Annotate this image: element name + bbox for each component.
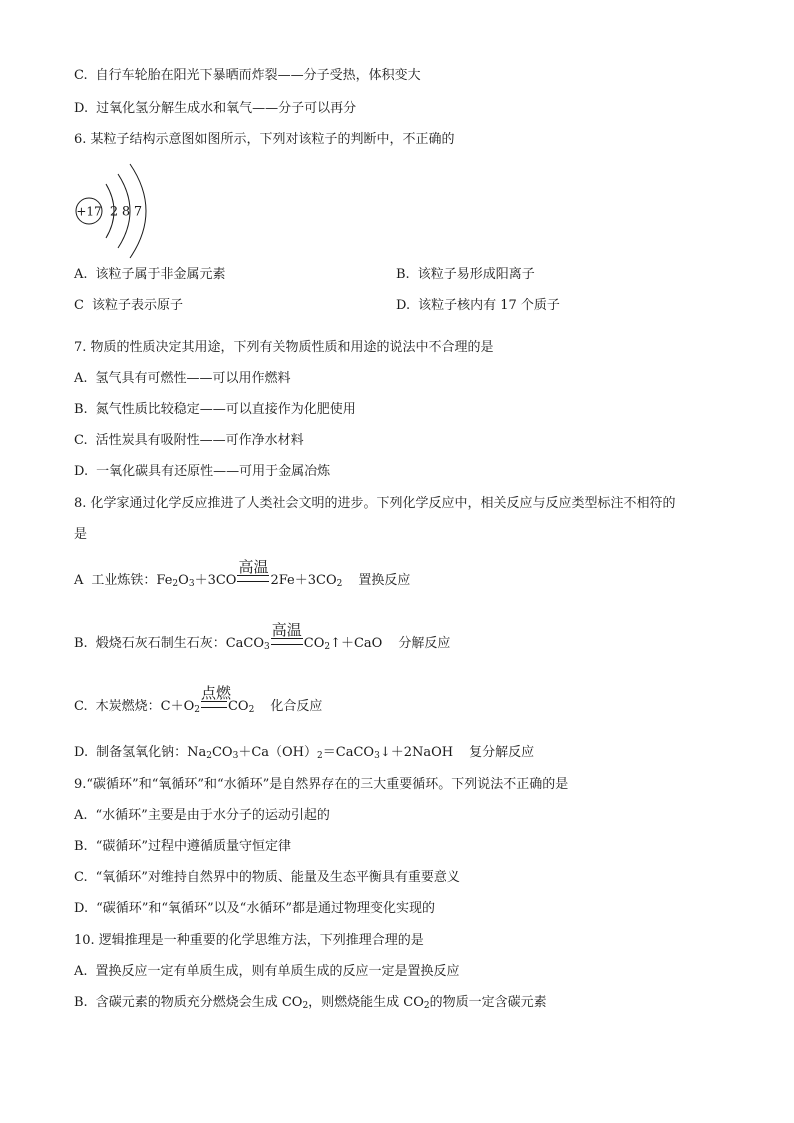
option-text: 该粒子属于非金属元素 — [95, 267, 226, 282]
reaction-condition: 高温 — [271, 635, 303, 653]
q9-option-a — [74, 807, 330, 825]
option-text: 该粒子核内有 17 个质子 — [418, 298, 560, 313]
reaction-type: 化合反应 — [270, 699, 323, 714]
q5-option-d — [74, 100, 356, 118]
reaction-prefix: 制备氢氧化钠： — [96, 745, 188, 760]
option-label: A. — [74, 371, 88, 386]
q8-option-a — [74, 558, 411, 590]
q6-stem: 6. 某粒子结构示意图如图所示，下列对该粒子的判断中，不正确的 — [74, 132, 455, 147]
q6-option-a — [74, 266, 226, 284]
q9-option-b — [74, 838, 291, 856]
option-label: C. — [74, 699, 88, 714]
option-text: 该粒子表示原子 — [91, 298, 183, 313]
q10-option-b: B. 含碳元素的物质充分燃烧会生成 $CO_2$，则燃烧能生成 $CO_2$的物质一定含碳元素 — [74, 995, 547, 1011]
option-label: B. — [74, 402, 88, 417]
reaction-condition: 点燃 — [201, 698, 227, 716]
q10-option-a — [74, 963, 460, 981]
q7-option-b — [74, 401, 356, 419]
q6-option-b — [396, 266, 535, 284]
option-label: D. — [74, 901, 89, 916]
option-label: B. — [74, 995, 88, 1010]
q6-option-d — [396, 297, 560, 315]
q7-option-d — [74, 463, 330, 481]
option-label: A — [74, 573, 84, 588]
option-label: C. — [74, 433, 88, 448]
reaction-prefix: 木炭燃烧： — [95, 699, 161, 714]
option-text: 一氧化碳具有还原性——可用于金属冶炼 — [96, 464, 331, 479]
q9-stem: 9.“碳循环”和“氧循环”和“水循环”是自然界存在的三大重要循环。下列说法不正确的是 — [74, 777, 569, 792]
reaction-type: 分解反应 — [398, 636, 451, 651]
reaction-prefix: 煅烧石灰石制生石灰： — [95, 636, 226, 651]
q9-option-c — [74, 869, 460, 887]
shell-3-electrons: 7 — [133, 204, 143, 220]
atom-structure-diagram — [74, 160, 164, 260]
option-label: C. — [74, 68, 88, 83]
option-text-part-2: ，则燃烧能生成 CO — [308, 995, 424, 1010]
option-text: “碳循环”过程中遵循质量守恒定律 — [95, 839, 291, 854]
option-text-part-3: 的物质一定含碳元素 — [429, 995, 547, 1010]
option-text: “碳循环”和“氧循环”以及“水循环”都是通过物理变化实现的 — [96, 901, 435, 916]
option-label: C — [74, 298, 84, 313]
shell-2-electrons: 8 — [121, 204, 131, 220]
option-label: D. — [74, 745, 89, 760]
shell-1-electrons: 2 — [109, 204, 119, 220]
reaction-type: 复分解反应 — [469, 745, 535, 760]
option-text: 活性炭具有吸附性——可作净水材料 — [95, 433, 304, 448]
reaction-equation: $Fe_2O_3+3CO$ 高温 $2Fe+3CO_2$ — [156, 558, 343, 589]
q8-stem-line-2: 是 — [74, 527, 88, 542]
option-text: “水循环”主要是由于水分子的运动引起的 — [95, 808, 330, 823]
reaction-equation: $C+O_2$ 点燃 $CO_2$ — [160, 684, 255, 715]
reaction-type: 置换反应 — [358, 573, 411, 588]
q6-option-c — [74, 297, 183, 315]
option-label: B. — [396, 267, 410, 282]
option-text: 氮气性质比较稳定——可以直接作为化肥使用 — [95, 402, 356, 417]
option-label: D. — [74, 101, 89, 116]
q7-stem: 7. 物质的性质决定其用途，下列有关物质性质和用途的说法中不合理的是 — [74, 340, 494, 355]
option-label: A. — [74, 964, 88, 979]
q8-option-c — [74, 684, 323, 716]
option-text-part-1: 含碳元素的物质充分燃烧会生成 CO — [95, 995, 303, 1010]
option-label: D. — [74, 464, 89, 479]
q10-stem: 10. 逻辑推理是一种重要的化学思维方法，下列推理合理的是 — [74, 933, 424, 948]
option-text: 自行车轮胎在阳光下暴晒而炸裂——分子受热，体积变大 — [95, 68, 421, 83]
option-text: 置换反应一定有单质生成，则有单质生成的反应一定是置换反应 — [95, 964, 460, 979]
q7-option-a — [74, 370, 291, 388]
q8-option-d — [74, 744, 534, 762]
option-text: “氧循环”对维持自然界中的物质、能量及生态平衡具有重要意义 — [95, 870, 460, 885]
option-text: 过氧化氢分解生成水和氧气——分子可以再分 — [96, 101, 357, 116]
option-label: A. — [74, 267, 88, 282]
q8-stem-line-1: 8. 化学家通过化学反应推进了人类社会文明的进步。下列化学反应中，相关反应与反应类型标注不相符的 — [74, 496, 676, 511]
option-label: A. — [74, 808, 88, 823]
reaction-equation: $Na_2CO_3+Ca(OH)_2=CaCO_3↓+2NaOH$ — [187, 745, 454, 761]
q9-option-d — [74, 900, 435, 918]
reaction-equation: CaCO$_3$ 高温 $CO_2↑+CaO$ — [225, 621, 383, 652]
nucleus-charge: +17 — [76, 204, 102, 219]
reaction-condition: 高温 — [237, 572, 269, 590]
atom-structure-svg — [74, 160, 164, 260]
option-label: B. — [74, 636, 88, 651]
option-text: 氢气具有可燃性——可以用作燃料 — [95, 371, 291, 386]
q7-option-c — [74, 432, 304, 450]
q5-option-c — [74, 67, 421, 85]
option-label: B. — [74, 839, 88, 854]
option-label: C. — [74, 870, 88, 885]
option-text: 该粒子易形成阳离子 — [417, 267, 535, 282]
reaction-prefix: 工业炼铁： — [91, 573, 157, 588]
q8-option-b — [74, 621, 451, 653]
option-label: D. — [396, 298, 411, 313]
